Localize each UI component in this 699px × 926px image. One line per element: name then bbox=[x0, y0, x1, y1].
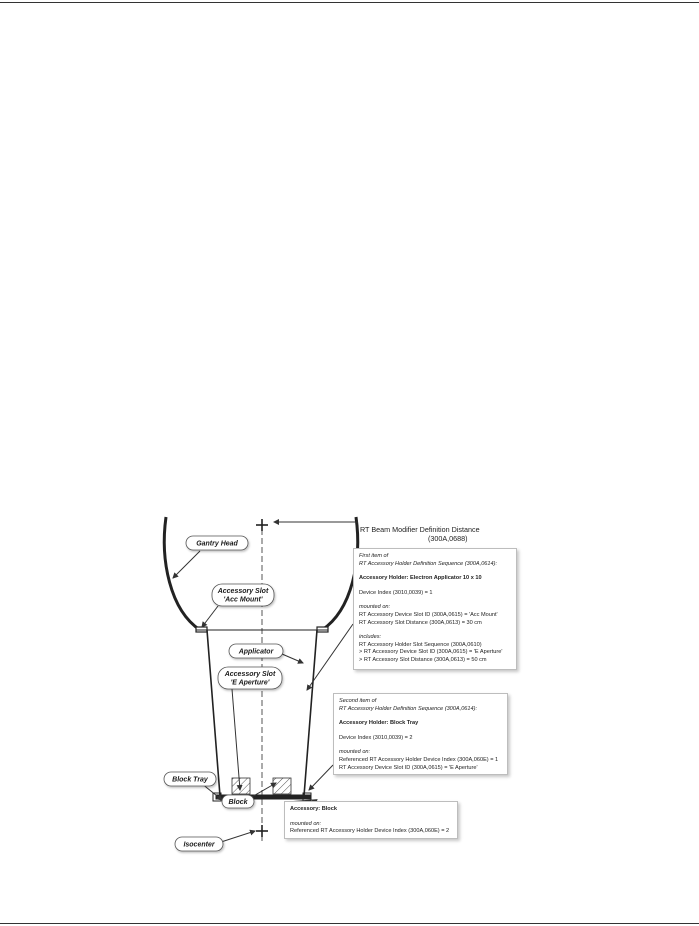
box2-title1: Second item of bbox=[339, 698, 377, 704]
box3-mounted-on: mounted on: bbox=[290, 820, 322, 827]
block-tray-pill bbox=[164, 772, 216, 786]
box1-sub-slot-distance: > RT Accessory Slot Distance (300A,0613) = 50 cm bbox=[359, 656, 487, 663]
box1-slot-id: RT Accessory Device Slot ID (300A,0615) = 'Acc Mount' bbox=[359, 611, 498, 618]
isocenter-pill bbox=[175, 837, 223, 851]
definition-distance-line2: (300A,0688) bbox=[428, 534, 468, 543]
box2-ref-index: Referenced RT Accessory Holder Device Index (300A,060E) = 1 bbox=[339, 756, 499, 763]
block-tray-label: Block Tray bbox=[172, 776, 208, 784]
gantry-head-pill bbox=[186, 536, 248, 550]
accessory-slot-e-pill bbox=[218, 667, 282, 689]
accessory-slot-acc-label-2: 'Acc Mount' bbox=[223, 596, 263, 604]
box1-device-index: Device Index (3010,0039) = 1 bbox=[359, 589, 433, 596]
box2-title2: RT Accessory Holder Definition Sequence (300A,0614): bbox=[339, 705, 478, 712]
box1-mounted-on: mounted on: bbox=[359, 604, 391, 611]
block-accessory-box bbox=[284, 801, 458, 839]
block-pill bbox=[222, 795, 254, 808]
box3-accessory: Accessory: Block bbox=[290, 806, 337, 812]
applicator-pill bbox=[229, 644, 283, 658]
box1-holder: Accessory Holder: Electron Applicator 10 x 10 bbox=[359, 575, 482, 582]
box1-title2: RT Accessory Holder Definition Sequence (300A,0614): bbox=[359, 560, 498, 567]
box3-ref-index: Referenced RT Accessory Holder Device Index (300A,060E) = 2 bbox=[290, 828, 450, 835]
accessory-slot-e-label-2: 'E Aperture' bbox=[230, 679, 270, 687]
box2-slot-id: RT Accessory Device Slot ID (300A,0615) = 'E Aperture' bbox=[339, 764, 478, 771]
isocenter-crosshair bbox=[256, 825, 268, 837]
gantry-head-left bbox=[164, 517, 200, 630]
block-tray-definition-box bbox=[333, 693, 508, 775]
accessory-slot-acc-label-1: Accessory Slot bbox=[217, 588, 269, 595]
box1-slot-distance: RT Accessory Slot Distance (300A,0613) = 30 cm bbox=[359, 619, 482, 626]
gantry-head-label: Gantry Head bbox=[196, 540, 238, 548]
block-right bbox=[273, 778, 291, 794]
isocenter-label: Isocenter bbox=[183, 841, 215, 849]
applicator-definition-box bbox=[353, 548, 517, 670]
box1-includes: includes: bbox=[359, 634, 382, 641]
accessory-slot-e-label-1: Accessory Slot bbox=[224, 671, 276, 678]
definition-point-crosshair bbox=[256, 519, 268, 531]
definition-distance-label bbox=[360, 525, 480, 543]
applicator-label: Applicator bbox=[238, 648, 274, 656]
block-left bbox=[232, 778, 250, 794]
accessory-slot-acc-pill bbox=[212, 584, 274, 606]
box1-title1: First item of bbox=[359, 553, 389, 559]
definition-distance-line1: RT Beam Modifier Definition Distance bbox=[360, 525, 480, 534]
box2-mounted-on: mounted on: bbox=[339, 749, 371, 756]
box1-sub-slot-id: > RT Accessory Device Slot ID (300A,0615) = 'E Aperture' bbox=[359, 649, 503, 656]
box2-device-index: Device Index (3010,0039) = 2 bbox=[339, 734, 413, 741]
box2-holder: Accessory Holder: Block Tray bbox=[339, 720, 419, 727]
block-label: Block bbox=[228, 799, 248, 806]
box1-holder-slot-seq: RT Accessory Holder Slot Sequence (300A,0610) bbox=[359, 641, 482, 648]
